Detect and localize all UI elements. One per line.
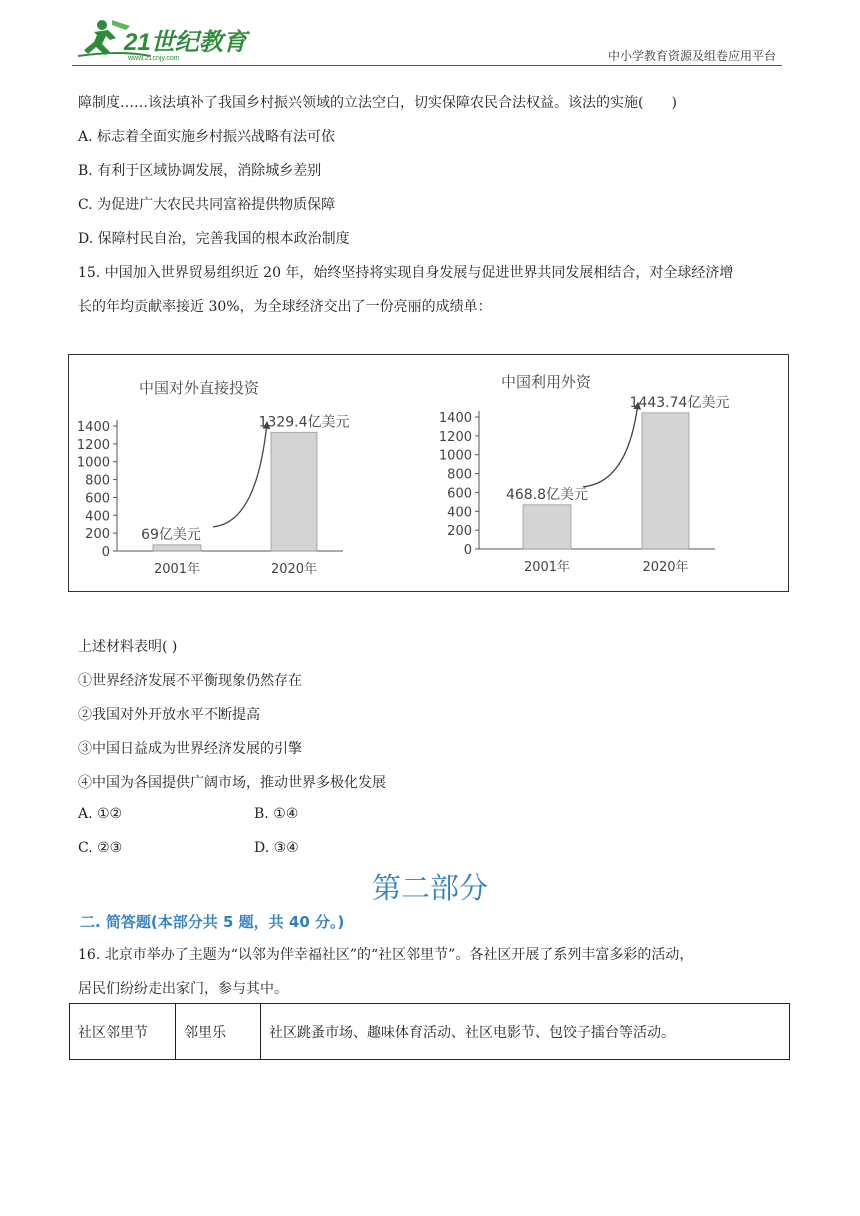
platform-name: 中小学教育资源及组卷应用平台 <box>607 49 776 63</box>
q15-question: 上述材料表明( ) <box>78 639 178 655</box>
q16-stem-line1: 16. 北京市举办了主题为“以邻为伴幸福社区”的“社区邻里节”。各社区开展了系列丰富多彩的活动， <box>78 947 694 963</box>
q14-option-c: C. 为促进广大农民共同富裕提供物质保障 <box>78 197 336 213</box>
x-tick-label: 2020年 <box>270 562 318 577</box>
q15-charts <box>68 354 789 592</box>
header-divider <box>72 65 782 66</box>
y-tick-label: 400 <box>447 505 472 521</box>
bar-2-1 <box>523 505 571 549</box>
q15-statement-1: ①世界经济发展不平衡现象仍然存在 <box>78 673 302 689</box>
y-tick-label: 600 <box>85 491 110 507</box>
data-label: 468.8亿美元 <box>505 486 589 503</box>
svg-text:21世纪教育: 21世纪教育 <box>124 29 247 56</box>
y-tick-label: 600 <box>447 486 472 502</box>
chart-title-2: 中国利用外资 <box>501 373 592 391</box>
site-logo <box>72 16 252 62</box>
table-cell-festival: 社区邻里节 <box>70 1004 176 1060</box>
bar-1-1 <box>153 545 201 551</box>
y-tick-label: 1400 <box>76 420 110 435</box>
page-header <box>72 14 780 66</box>
section-heading: 二. 简答题(本部分共 5 题，共 40 分。) <box>80 913 345 931</box>
q14-option-b: B. 有利于区域协调发展，消除城乡差别 <box>78 163 322 179</box>
y-tick-label: 400 <box>85 509 110 525</box>
table-cell-activities: 社区跳蚤市场、趣味体育活动、社区电影节、包饺子擂台等活动。 <box>261 1004 790 1060</box>
chart-title-1: 中国对外直接投资 <box>139 379 260 397</box>
table-row <box>70 1004 790 1060</box>
y-tick-label: 200 <box>447 524 472 540</box>
q15-option-d: D. ③④ <box>254 840 299 856</box>
table-cell-category: 邻里乐 <box>176 1004 261 1060</box>
part-two-title: 第二部分 <box>371 871 488 905</box>
q15-statement-4: ④中国为各国提供广阔市场，推动世界多极化发展 <box>78 775 386 791</box>
q15-stem-line1: 15. 中国加入世界贸易组织近 20 年，始终坚持将实现自身发展与促进世界共同发展相结合，对全球经济增 <box>78 265 734 281</box>
q15-option-c: C. ②③ <box>78 840 123 856</box>
growth-arrow-2 <box>583 403 638 487</box>
growth-arrow-1 <box>213 422 267 527</box>
y-tick-label: 0 <box>101 545 110 560</box>
y-tick-label: 800 <box>85 473 110 489</box>
q15-statement-2: ②我国对外开放水平不断提高 <box>78 707 260 723</box>
q14-option-a: A. 标志着全面实施乡村振兴战略有法可依 <box>78 129 336 145</box>
q16-table <box>69 1003 790 1060</box>
y-tick-label: 1200 <box>76 437 110 453</box>
y-tick-label: 200 <box>85 527 110 543</box>
y-tick-label: 1000 <box>76 455 110 471</box>
charts-svg <box>69 355 790 593</box>
q15-option-b: B. ①④ <box>254 806 299 822</box>
data-label: 1329.4亿美元 <box>258 414 350 431</box>
data-label: 69亿美元 <box>141 526 201 543</box>
q14-stem: 障制度……该法填补了我国乡村振兴领域的立法空白，切实保障农民合法权益。该法的实施( ) <box>78 95 677 111</box>
q15-option-a: A. ①② <box>78 806 123 822</box>
q15-stem-line2: 长的年均贡献率接近 30%，为全球经济交出了一份亮丽的成绩单： <box>78 299 492 315</box>
y-tick-label: 0 <box>463 543 472 558</box>
x-tick-label: 2001年 <box>153 562 201 577</box>
q14-option-d: D. 保障村民自治，完善我国的根本政治制度 <box>78 231 350 247</box>
data-label: 1443.74亿美元 <box>629 394 730 411</box>
svg-text:www.21cnjy.com: www.21cnjy.com <box>128 55 180 62</box>
bar-2-2 <box>642 413 689 549</box>
q16-stem-line2: 居民们纷纷走出家门，参与其中。 <box>78 981 288 997</box>
y-tick-label: 1000 <box>438 448 472 464</box>
bar-1-2 <box>271 432 317 551</box>
y-tick-label: 1400 <box>438 411 472 426</box>
y-tick-label: 1200 <box>438 429 472 445</box>
q15-statement-3: ③中国日益成为世界经济发展的引擎 <box>78 741 302 757</box>
x-tick-label: 2020年 <box>642 560 689 575</box>
x-tick-label: 2001年 <box>523 560 571 575</box>
y-tick-label: 800 <box>447 467 472 483</box>
